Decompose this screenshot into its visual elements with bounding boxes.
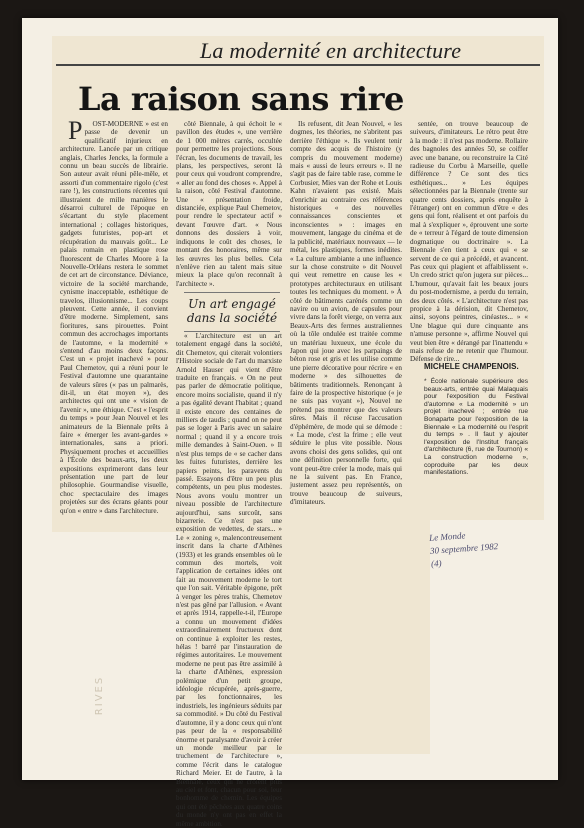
article-column-4 <box>410 120 528 364</box>
dropcap: P <box>68 116 83 145</box>
author-signature: MICHELE CHAMPENOIS. <box>424 362 519 371</box>
column-1-text: OST-MODERNE » est en passe de devenir un qualificatif injurieux en architecture. Lancée par un critique anglais, Charles Jencks, la formule a connu un beau succès de librairie. Son auteur avait réuni pêle-mêle, et assorti d'un commentaire rigolo (c'est rare !), les constructions récentes qui illustraient de mille manières le désarroi culturel de l'époque en s'écartant du style placement international ; collages historiques, gadgets futuristes, pop-art et récupération du mauvais goût... Le palais romain en plastique rose fluorescent de Charles Moore à la Nouvelle-Orléans restera le sommet de cet art de circonstance. Déviance, victoire de la société marchande, cynisme inacceptable, esthétique de travelos, illusionnisme... Les coups pleuvent. Cette année, il convient d'être moderne. Simplement, sans fioritures, sans pirouettes. Point commun des accrochages importants de l'automne, « la modernité » s'entend d'au moins deux façons. C'est un « projet inachevé » pour Paul Chemetov, qui a réuni pour le Festival d'automne une quarantaine de valeurs sûres (« pas un palmarès, dit-il, un état moyen »), des architectes qui ont une « vision de l'avenir », une éthique. C'est « l'esprit du temps » pour Jean Nouvel et les animateurs de la Biennale prêts à faire « émerger les avant-gardes » internationales, sans a priori. Physiquement proches et accueillies à l'École des beaux-arts, les deux expositions exprimeront dans leur présentation une part de leur philosophie. Gourmandise visuelle, choc spectaculaire des images projetées sur des écrans géants pour qu'on « entre » dans l'architecture. <box>60 120 168 515</box>
article-column-3 <box>290 120 402 520</box>
column-2-text: côté Biennale, à qui échoit le « pavillon des études », une verrière de 1 000 mètres carrés, occultée pour permettre les projections. Sous l'écran, les documents de travail, les plans, les perspectives, seront là pour ceux qui voudront comprendre, « aller au fond des choses ». Appel à la raison, côté Festival d'automne. Une « présentation froide, distanciée, explique Paul Chemetov, pour rendre le spectateur actif » devant l'œuvre d'art. « Nous donnons des dossiers à voir, indiquons le coût des choses, le montant des honoraires, même sur les œuvres les plus belles. Cela n'enlève rien au talent mais situe mieux la place qu'on reconnaît à l'architecte ». <box>176 120 282 288</box>
column-2b-text: « L'architecture est un art totalement engagé dans la société, dit Chemetov, qui citerait volontiers l'Histoire sociale de l'art du marxiste Arnold Hauser qui vient d'être traduite en français. « On ne peut pas parler de démocratie politique, encore moins socialiste, quand il n'y a pas égalité devant l'habitat ; quand il existe encore des centaines de milliers de taudis ; quand on ne peut pas se loger à Paris avec un salaire normal ; quand il y a encore trois mille demandes à Saint-Ouen. » Il n'est plus temps de « se cacher dans les fuites futuristes, derrière les papiers peints, les paravents du passé. Essayons d'être un peu plus compétents, un peu plus modestes. Nous avons voulu montrer un niveau possible de l'architecture aujourd'hui, sans surcoût, sans bizarrerie. Ce n'est pas une exposition de vedettes, de stars... » Le « zoning », malencontreusement inscrit dans la charte d'Athènes (1933) et les grands ensembles où le commun des mortels, voit l'application de certaines idées ont fait au mouvement moderne le tort que l'on sait. Véritable épigone, prêt à venger les pères trahis, Chemetov n'est pas gêné par l'allusion. « Avant et après 1914, rappelle-t-il, l'Europe a connu un mouvement d'idées extraordinairement fructueux dont on continue à exploiter les restes, hélas ! barré par l'instauration de régimes autoritaires. Le mouvement moderne ne peut pas être assimilé à la charte d'Athènes, expression polémique d'un petit groupe, idéologie récupérée, après-guerre, par les fonctionnaires, les industriels, les ingénieurs séduits par sa commodité. » Du côté du Festival d'automne, il y a donc ceux qui n'ont pas peur de la « responsabilité énorme et paralysante d'avoir à créer un monde meilleur par le truchement de l'architecture », comme l'écrit dans le catalogue Richard Meier. Et de l'autre, à la Biennale, ceux qui ne croient plus au ciel et font, chacun pour soi, leur bonhomme de chemin. Les équipes qui ont été pêchées aux quatre coins du monde n'y ont pas en effet la même ambition. <box>176 332 282 828</box>
article-headline: La raison sans rire <box>78 80 404 118</box>
archive-stamp: RIVES <box>94 675 106 716</box>
handwritten-page: (4) <box>430 558 442 569</box>
article-column-2-continued <box>176 332 282 828</box>
handwritten-source: Le Monde <box>428 530 466 543</box>
clipping-cutout <box>52 532 180 754</box>
intertitle: Un art engagé dans la société <box>184 292 280 332</box>
heading-rule <box>56 64 540 66</box>
article-column-1 <box>60 116 168 530</box>
exhibition-note-text: * École nationale supérieure des beaux-arts, entrée quai Malaquais pour l'exposition du Festival d'automne « La modernité » un projet inachevé ; entrée rue Bonaparte pour l'exposition de la Biennale « La modernité ou l'esprit du temps » . Il faut y ajouter l'exposition de l'Institut français d'architecture (6, rue de Tournon) « La construction moderne », coproduite par les deux manifestations. <box>424 378 528 477</box>
handwritten-note <box>429 524 541 571</box>
column-4-text: sentée, on trouve beaucoup de suiveurs, d'imitateurs. Le rétro peut être à la mode : il n'est pas moderne. Rollaire des bagnoles des années 50, se coiffer avec une banane, ou reconstruire la Cité radieuse du Corbu à Marseille, quelle différence ? Ce sont des tics esthétiques... » Les équipes sélectionnées par la Biennale (trente sur quatre cents dossiers, après enquête à l'étranger) ont en commun d'être « des gens qui font, réalisent et ont parfois du mal à s'expliquer », éprouvent une sorte de « terreur à l'égard de toute dimension dogmatique ou doctrinaire ». La Biennale s'en tient à ceux qui « se servent de ce qui a précédé, et avancent. Pas ceux qui plagient et affaiblissent ». Un credo strict qu'on jugera sur pièces... L'humour, qu'avait fait les beaux jours du post-modernisme, a perdu du terrain, des deux côtés. « L'architecture n'est pas propice à la dérision, dit Chemetov, ainsi, soyons peintres, cinéastes... » « Une blague qui dure cinquante ans n'amuse personne », affirme Nouvel qui veut bien être « dérangé par l'inattendu » mais refuse de ne retenir que l'humour. Défense de rire... <box>410 120 528 364</box>
exhibition-note <box>424 378 528 498</box>
section-heading: La modernité en architecture <box>200 38 462 63</box>
article-column-2 <box>176 120 282 295</box>
column-3-text: Ils refusent, dit Jean Nouvel, « les dogmes, les théories, ne s'abritent pas derrière l'éthique ». Ils veulent tenir compte des acquis de l'histoire (y compris du mouvement moderne) mais « aussi de leurs erreurs ». Il ne s'agit pas de faire table rase, comme le Corbusier, Mies van der Rohe et Louis Kahn n'avaient pas existé. Mais d'enrichir au contraire ces références historiques « des nouvelles connaissances conscientes et inconscientes » : images en mouvement, langage du cinéma et de la publicité, matériaux nouveaux — le métal, les plastiques, formes inédites. « La culture ambiante a une influence sur la chose construite » dit Nouvel qui veut remettre en cause les « prototypes architecturaux en utilisant toutes les techniques du moment. » À côté de bâtiments carénés comme un navire ou un avion, de capsules pour vivre dans la forêt vierge, on verra aux Beaux-Arts des fermes australiennes où la tôle ondulée est traitée comme un matériau luxueux, une école du Japon qui joue avec les parpaings de béton rose et gris et les utilise comme une pierre décorative pour récrire « en moderne » des silhouettes de bâtiments traditionnels. Renonçant à faire de la prospective historique (« je ne suis pas voyant »), Nouvel ne prétend pas montrer que des valeurs sûres. Mais il récuse l'accusation d'éphémère, de mode qui se démode : « La mode, c'est la frime ; elle veut séduire le plus vite possible. Nous avons choisi des gens solides, qui ont une définition personnelle forte, qui vont peut-être créer la mode, mais qui ne la suivent pas. En France, justement assez peu représentés, on trouve beaucoup de suiveurs, d'imitateurs. <box>290 120 402 507</box>
handwritten-date: 30 septembre 1982 <box>429 541 499 556</box>
